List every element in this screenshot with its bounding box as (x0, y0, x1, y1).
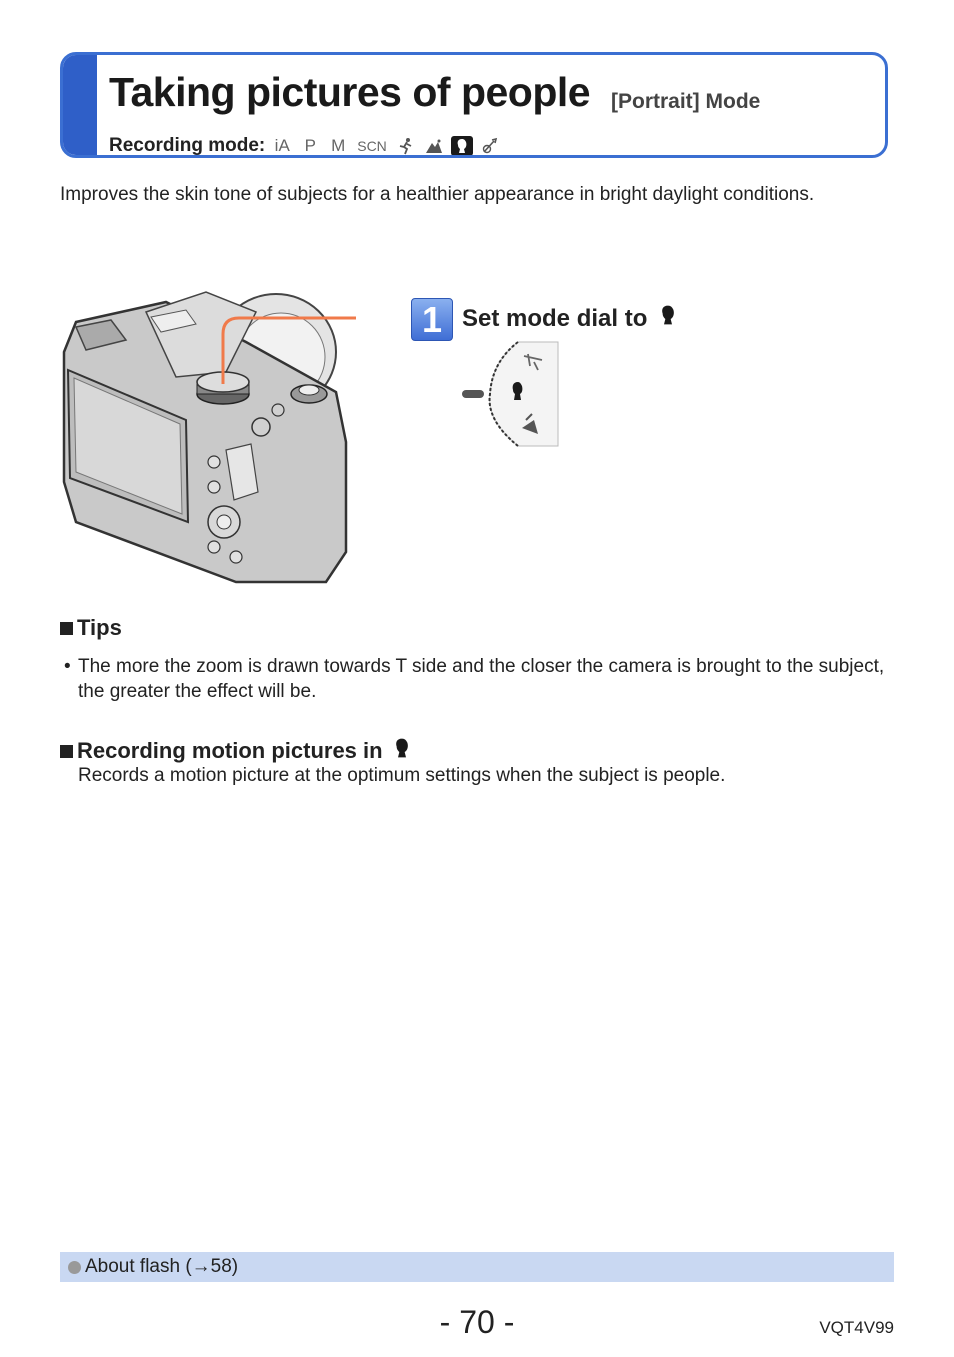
note-link-text[interactable]: About flash (→58) (85, 1256, 239, 1277)
header-box (60, 52, 888, 158)
page-number: - 70 - (439, 1304, 515, 1340)
recording-mode-label: Recording mode: (109, 135, 266, 156)
program-mode-icon: P (304, 136, 316, 155)
portrait-mode-icon (391, 736, 413, 766)
motion-heading (60, 736, 413, 766)
step-instruction-text: Set mode dial to (462, 304, 648, 332)
tips-item (64, 654, 904, 704)
tips-heading (60, 615, 122, 641)
step-number-badge: 1 (411, 298, 453, 341)
bullet-dot-icon: • (64, 656, 71, 677)
portrait-mode-icon (451, 136, 473, 156)
recording-mode-row (109, 135, 501, 157)
square-bullet-icon (60, 745, 73, 758)
manual-mode-icon: M (331, 136, 346, 155)
document-code: VQT4V99 (819, 1318, 894, 1337)
portrait-mode-icon (657, 303, 679, 334)
circle-bullet-icon (68, 1261, 81, 1274)
square-bullet-icon (60, 622, 73, 635)
page-title: Taking pictures of people (109, 69, 591, 115)
header-accent-bar (63, 55, 97, 155)
motion-body-text: Records a motion picture at the optimum settings when the subject is people. (78, 765, 726, 786)
tips-item-text: The more the zoom is drawn towards T side and the closer the camera is brought to the subject, the greater the effect will be. (78, 656, 885, 702)
dial-indicator-mark (462, 390, 484, 398)
scenery-mode-icon (423, 136, 445, 156)
note-bar (60, 1252, 894, 1282)
creative-control-icon (479, 136, 501, 156)
intelligent-auto-icon: iA (274, 136, 290, 155)
sports-mode-icon (395, 136, 417, 156)
motion-heading-text: Recording motion pictures in (77, 738, 383, 763)
scene-mode-icon: SCN (357, 138, 387, 154)
camera-illustration (56, 282, 356, 592)
step-instruction (462, 303, 679, 334)
tips-heading-text: Tips (77, 615, 122, 640)
mode-dial-closeup (460, 340, 560, 448)
page-subtitle: [Portrait] Mode (611, 90, 761, 113)
intro-text: Improves the skin tone of subjects for a healthier appearance in bright daylight conditions. (60, 184, 815, 205)
